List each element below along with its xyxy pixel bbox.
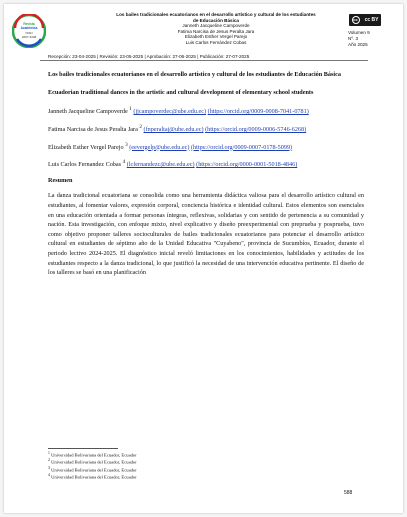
header-title: Los bailes tradicionales ecuatorianos en el desarrollo artístico y cultural de los estudiantes	[116, 12, 316, 17]
footnote	[48, 466, 137, 473]
page-number: 588	[344, 490, 353, 496]
author-entry	[48, 105, 364, 117]
author-email-link[interactable]: (fnperaltaj@ube.edu.ec)	[143, 125, 204, 133]
footnotes	[48, 451, 137, 480]
footnote-sup: 2	[48, 458, 50, 463]
header-author: Fatima Narcisa de Jesus Peralta Jara	[177, 28, 255, 34]
footnote-sup: 1	[48, 451, 50, 455]
author-name: Fatima Narcisa de Jesus Peralta Jara	[48, 125, 138, 133]
author-email-link[interactable]: (jjcampoverdec@ube.edu.ec)	[133, 108, 207, 116]
author-email-link[interactable]: (eevergelp@ube.edu.ec)	[129, 143, 190, 151]
footnote-sup: 3	[48, 465, 50, 470]
header-author: Janneth Jacqueline Campoverde	[182, 23, 250, 29]
volume: Volumen 9	[348, 30, 370, 35]
footnote	[48, 473, 137, 480]
author-sup: 2	[139, 123, 142, 130]
year: Año 2025	[348, 41, 368, 47]
author-email-link[interactable]: (lcfernandezc@ube.edu.ec)	[126, 161, 195, 169]
logo-line: ISSN	[25, 31, 33, 35]
running-header	[64, 12, 368, 46]
title-spanish: Los bailes tradicionales ecuatorianos en el desarrollo artístico y cultural de los estudiantes de Educación Básica	[48, 71, 341, 78]
author-name: Elizabeth Esther Vergel Parejo	[48, 143, 124, 151]
license-label: cc BY	[364, 17, 379, 23]
logo-line: Revista	[23, 22, 35, 26]
footnote-text: Universidad Bolivariana del Ecuador, Ecuador	[51, 459, 137, 465]
author-sup: 1	[129, 106, 132, 113]
logo-line: Académica	[20, 26, 38, 30]
title-english: Ecuadorian traditional dances in the artistic and cultural development of elementary school students	[48, 88, 314, 96]
author-sup: 4	[122, 159, 126, 166]
cc-license-badge[interactable]	[349, 14, 381, 26]
paper-page	[4, 4, 403, 513]
author-orcid-link[interactable]: (https://orcid.org/0009-0006-5746-6268)	[205, 125, 307, 133]
submission-dates: Recepción: 23-04-2025 | Revisión: 23-05-2025 | Aprobación: 27-06-2025 | Publicación: 27-07-2025	[48, 54, 250, 59]
abstract-text: La danza tradicional ecuatoriana se consolida como una herramienta didáctica valiosa para el desarrollo artístico cultural en estudiantes, al fomentar valores, expresión corporal, conciencia histórica e identidad cultural. Estos elementos son esenciales en una educación orientada a formar personas íntegras, reflexivas, solidarias y con sentido de pertenencia a su comunidad y nación. Esta investigación, con enfoque mixto, nivel explicativo y diseño preexperimental con preprueba y posprueba, tuvo como objetivo proponer talleres socioculturales de bailes tradicionales ecuatorianos para potenciar el desarrollo artístico cultural en estudiantes de séptimo año de la Unidad Educativa "Cuyabeno", provincia de Sucumbíos, Ecuador, durante el periodo lectivo 2024-2025. El diagnóstico inicial reveló limitaciones en los conocimientos, habilidades y actitudes de los estudiantes respecto a la danza tradicional, lo que justificó la necesidad de una intervención educativa pertinente. El diseño de los talleres se basó en una planificación	[48, 192, 364, 277]
volume-info	[348, 30, 370, 47]
header-author: Luis Carlos Fernández Cobas	[185, 39, 247, 45]
author-name: Luis Carlos Fernandez Cobas	[48, 161, 122, 169]
author-orcid-link[interactable]: (https://orcid.org/0009-0007-0178-5099)	[190, 143, 293, 151]
footnote	[48, 458, 137, 465]
article-body	[48, 70, 364, 278]
footnote	[48, 451, 137, 458]
author-sup: 3	[125, 141, 128, 148]
footnote-divider	[48, 448, 118, 449]
author-entry	[48, 158, 364, 170]
author-orcid-link[interactable]: (https://orcid.org/0009-0008-7041-0781)	[207, 108, 309, 116]
footnote-sup: 4	[48, 472, 50, 477]
issue-number: Nº. 3	[348, 35, 359, 41]
author-orcid-link[interactable]: (https://orcid.org/0000-0001-5018-4846)	[196, 161, 298, 169]
header-title-cont: de Educación Básica	[193, 17, 239, 23]
header-author: Elizabeth Esther Vergel Parejo	[184, 34, 248, 40]
author-name: Janneth Jacqueline Campoverde	[48, 108, 128, 116]
header-divider	[40, 60, 368, 61]
author-entry	[48, 123, 364, 135]
abstract-heading: Resumen	[48, 176, 73, 184]
author-entry	[48, 141, 364, 153]
footnote-text: Universidad Bolivariana del Ecuador, Ecuador	[51, 452, 137, 458]
journal-logo	[12, 14, 46, 48]
footnote-text: Universidad Bolivariana del Ecuador, Ecuador	[51, 467, 137, 473]
logo-line: 2697-3348	[21, 35, 37, 39]
footnote-text: Universidad Bolivariana del Ecuador, Ecuador	[51, 474, 137, 480]
cc-icon: cc	[353, 17, 358, 22]
